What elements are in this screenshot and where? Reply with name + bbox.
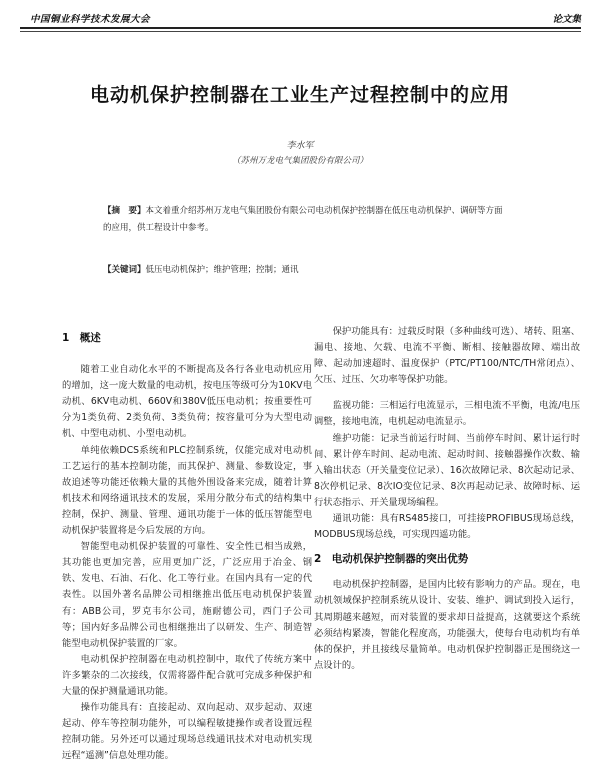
paragraph: 保护功能具有：过载反时限（多种曲线可选）、堵转、阻塞、漏电、接地、欠载、电流不平衡、断相、接触器故障、端出故障、起动加速超时、温度保护（PTC/PT100/NTC/TH常闭点）、欠压、过压、欠功率等保护功能。	[314, 326, 580, 386]
paragraph: 单纯依赖DCS系统和PLC控制系统，仅能完成对电动机工艺运行的基本控制功能，而其保护、测量、参数设定，事故追述等功能还依赖大量的其他外围设备来完成，随着计算机技术和网络通讯技术的发展，采用分散分布式的结构集中控制，保护、测量、管理、通讯功能于一体的低压智能型电动机保护装置将是今后发展的方向。	[62, 444, 312, 537]
section-heading: 2 电动机保护控制器的突出优势	[314, 553, 469, 566]
header-rule	[20, 27, 581, 29]
paragraph: 随着工业自动化水平的不断提高及各行各业电动机应用的增加，这一庞大数量的电动机，按电压等级可分为10KV电动机、6KV电动机、660V和380V低压电动机；按重要性可分为1类负荷、2类负荷、3类负荷；按容量可分为大型电动机、中型电动机、小型电动机。	[62, 364, 312, 440]
keywords-label: 【关键词】	[103, 265, 146, 275]
header-rule-thin	[20, 31, 581, 32]
keywords-text: 低压电动机保护；维护管理；控制；通讯	[145, 265, 299, 275]
abstract-text: 本文着重介绍苏州万龙电气集团股份有限公司电动机保护控制器在低压电动机保护、调研等方面的应用，供工程设计中参考。	[103, 206, 503, 233]
paper-title: 电动机保护控制器在工业生产过程控制中的应用	[89, 84, 510, 106]
paragraph: 通讯功能：具有RS485接口，可挂接PROFIBUS现场总线，MODBUS现场总线，可实现四遥功能。	[314, 513, 580, 541]
paragraph: 操作功能具有：直接起动、双向起动、双步起动、双速起动、停车等控制功能外，可以编程敏捷操作或者设置远程控制功能。另外还可以通过现场总线通讯技术对电动机实现远程“遥测”信息处理功能。	[62, 702, 312, 762]
author-affiliation: （苏州万龙电气集团股份有限公司）	[231, 156, 368, 166]
keywords	[103, 262, 503, 279]
paragraph: 电动机保护控制器在电动机控制中，取代了传统方案中许多繁杂的二次接线，仅需将器件配合就可完成多种保护和大量的保护测量通讯功能。	[62, 653, 312, 697]
author-name: 李水军	[286, 141, 314, 151]
paragraph: 电动机保护控制器，是国内比较有影响力的产品。现在，电动机领域保护控制系统从设计、安装、维护、调试到投入运行，其周期越来越短，而对装置的要求却日益提高，这就要这个系统必须结构紧凑，智能化程度高，功能强大，使每台电动机均有单体的保护，并且接线尽量简单。电动机保护控制器正是围绕这一点设计的。	[314, 579, 580, 671]
paragraph: 智能型电动机保护装置的可靠性、安全性已相当成熟，其功能也更加完善，应用更加广泛，广泛应用于冶金、钢铁、发电、石油、石化、化工等行业。在国内具有一定的代表性。以国外著名品牌公司相继推出低压电动机保护装置有：ABB公司，罗克韦尔公司，施耐德公司，西门子公司等；国内好多品牌公司也相继推出了以研发、生产、制造智能型电动机保护装置的厂家。	[62, 541, 312, 649]
section-name: 论文集	[552, 14, 581, 25]
paragraph: 维护功能：记录当前运行时间、当前停车时间、累计运行时间、累计停车时间、起动电流、起动时间、接触器操作次数、输入输出状态（开关量变位记录）、16次故障记录、8次起动记录、8次停机记录、8次IO变位记录、8次再起动记录、故障时标、运行状态指示、开关量现场编程。	[314, 432, 580, 508]
section-heading: 1 概述	[62, 332, 101, 344]
left-column	[62, 326, 312, 764]
right-column	[314, 324, 580, 674]
conference-name: 中国铜业科学技术发展大会	[30, 14, 151, 25]
abstract-label: 【摘 要】	[103, 206, 146, 216]
abstract	[103, 203, 503, 237]
paragraph: 监视功能：三相运行电流显示，三相电流不平衡，电流/电压调整，接地电流，电机起动电流显示。	[314, 400, 580, 428]
